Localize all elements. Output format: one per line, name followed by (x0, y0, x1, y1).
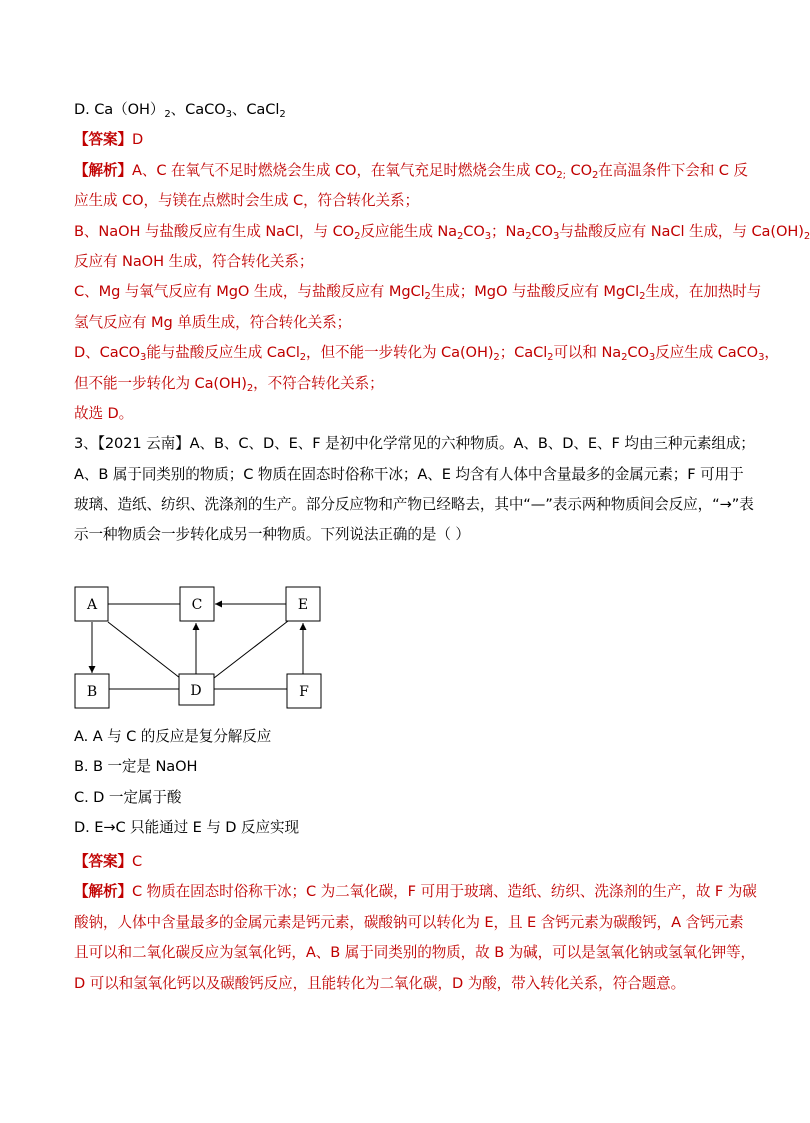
svg-text:A: A (86, 597, 98, 613)
analysis-line-6: 氢气反应有 Mg 单质生成，符合转化关系； (74, 313, 352, 331)
explanation-line-1: 【解析】C 物质在固态时俗称干冰；C 为二氧化碳，F 可用于玻璃、造纸、纺织、洗涤剂的生产，故 F 为碳 (74, 883, 757, 901)
question-stem-4: 示一种物质会一步转化成另一种物质。下列说法正确的是（ ） (74, 526, 470, 544)
option-a: A. A 与 C 的反应是复分解反应 (74, 728, 272, 745)
node-a (75, 587, 108, 621)
option-d: D. E→C 只能通过 E 与 D 反应实现 (74, 819, 299, 837)
answer-line: 【答案】D (74, 131, 144, 149)
conclusion-line: 故选 D。 (74, 404, 134, 422)
svg-text:D: D (190, 683, 202, 699)
analysis-line-5: C、Mg 与氧气反应有 MgO 生成，与盐酸反应有 MgCl$_2$生成；MgO 与盐酸反应有 MgCl$_2$生成，在加热时与 (74, 283, 762, 303)
analysis-line-7: D、CaCO$_3$能与盐酸反应生成 CaCl$_2$，但不能一步转化为 $Ca(OH)_2$；CaCl$_2$可以和 $Na_2CO_3$反应生成 CaCO$_3$， (74, 344, 779, 364)
node-f (287, 674, 321, 708)
analysis-line-3: B、NaOH 与盐酸反应有生成 NaCl，与 $CO_2$反应能生成 $Na_2CO_3$；$Na_2CO_3$与盐酸反应有 NaCl 生成，与 $Ca(OH)_2$ (74, 222, 810, 242)
node-c (180, 587, 214, 621)
svg-text:C: C (191, 597, 203, 613)
question-stem-3: 玻璃、造纸、纺织、洗涤剂的生产。部分反应物和产物已经略去，其中“—”表示两种物质间会反应，“→”表 (74, 496, 754, 514)
edge-d-e (214, 621, 288, 678)
edge-a-d (108, 622, 180, 678)
svg-text:B: B (86, 684, 98, 700)
relation-diagram (74, 585, 334, 715)
node-b (75, 674, 109, 708)
explanation-line-2: 酸钠，人体中含量最多的金属元素是钙元素，碳酸钠可以转化为 E，且 E 含钙元素为碳酸钙，A 含钙元素 (74, 913, 744, 931)
explanation-line-3: 且可以和二氧化碳反应为氢氧化钙，A、B 属于同类别的物质，故 B 为碱，可以是氢氧化钠或氢氧化钾等， (74, 944, 756, 962)
option-d-line: D. $Ca(OH)_2$、CaCO$_3$、CaCl$_2$ (74, 101, 286, 120)
previous-question-solution (74, 100, 810, 556)
explanation-line-4: D 可以和氢氧化钙以及碳酸钙反应，且能转化为二氧化碳，D 为酸，带入转化关系，符合题意。 (74, 974, 686, 992)
svg-text:E: E (297, 597, 309, 613)
analysis-line-8: 但不能一步转化为 $Ca(OH)_2$，不符合转化关系； (74, 374, 384, 394)
question-stem-1: 3、【2021 云南】A、B、C、D、E、F 是初中化学常见的六种物质。A、B、D、E、F 均由三种元素组成； (74, 435, 755, 453)
svg-text:F: F (299, 684, 309, 700)
analysis-line-1: 【解析】A、C 在氧气不足时燃烧会生成 CO，在氧气充足时燃烧会生成 $CO_{2;}$ $CO_2$在高温条件下会和 C 反 (74, 161, 748, 181)
solution (74, 852, 757, 1004)
node-e (286, 587, 320, 621)
question-stem-2: A、B 属于同类别的物质；C 物质在固态时俗称干冰；A、E 均含有人体中含量最多的金属元素；F 可用于 (74, 465, 744, 483)
answer-line: 【答案】C (74, 853, 143, 870)
analysis-line-2: 应生成 CO，与镁在点燃时会生成 C，符合转化关系； (74, 192, 420, 210)
option-c: C. D 一定属于酸 (74, 788, 182, 806)
node-d (179, 674, 214, 705)
option-b: B. B 一定是 NaOH (74, 758, 198, 776)
answer-options (74, 727, 722, 849)
analysis-line-4: 反应有 NaOH 生成，符合转化关系； (74, 252, 314, 270)
